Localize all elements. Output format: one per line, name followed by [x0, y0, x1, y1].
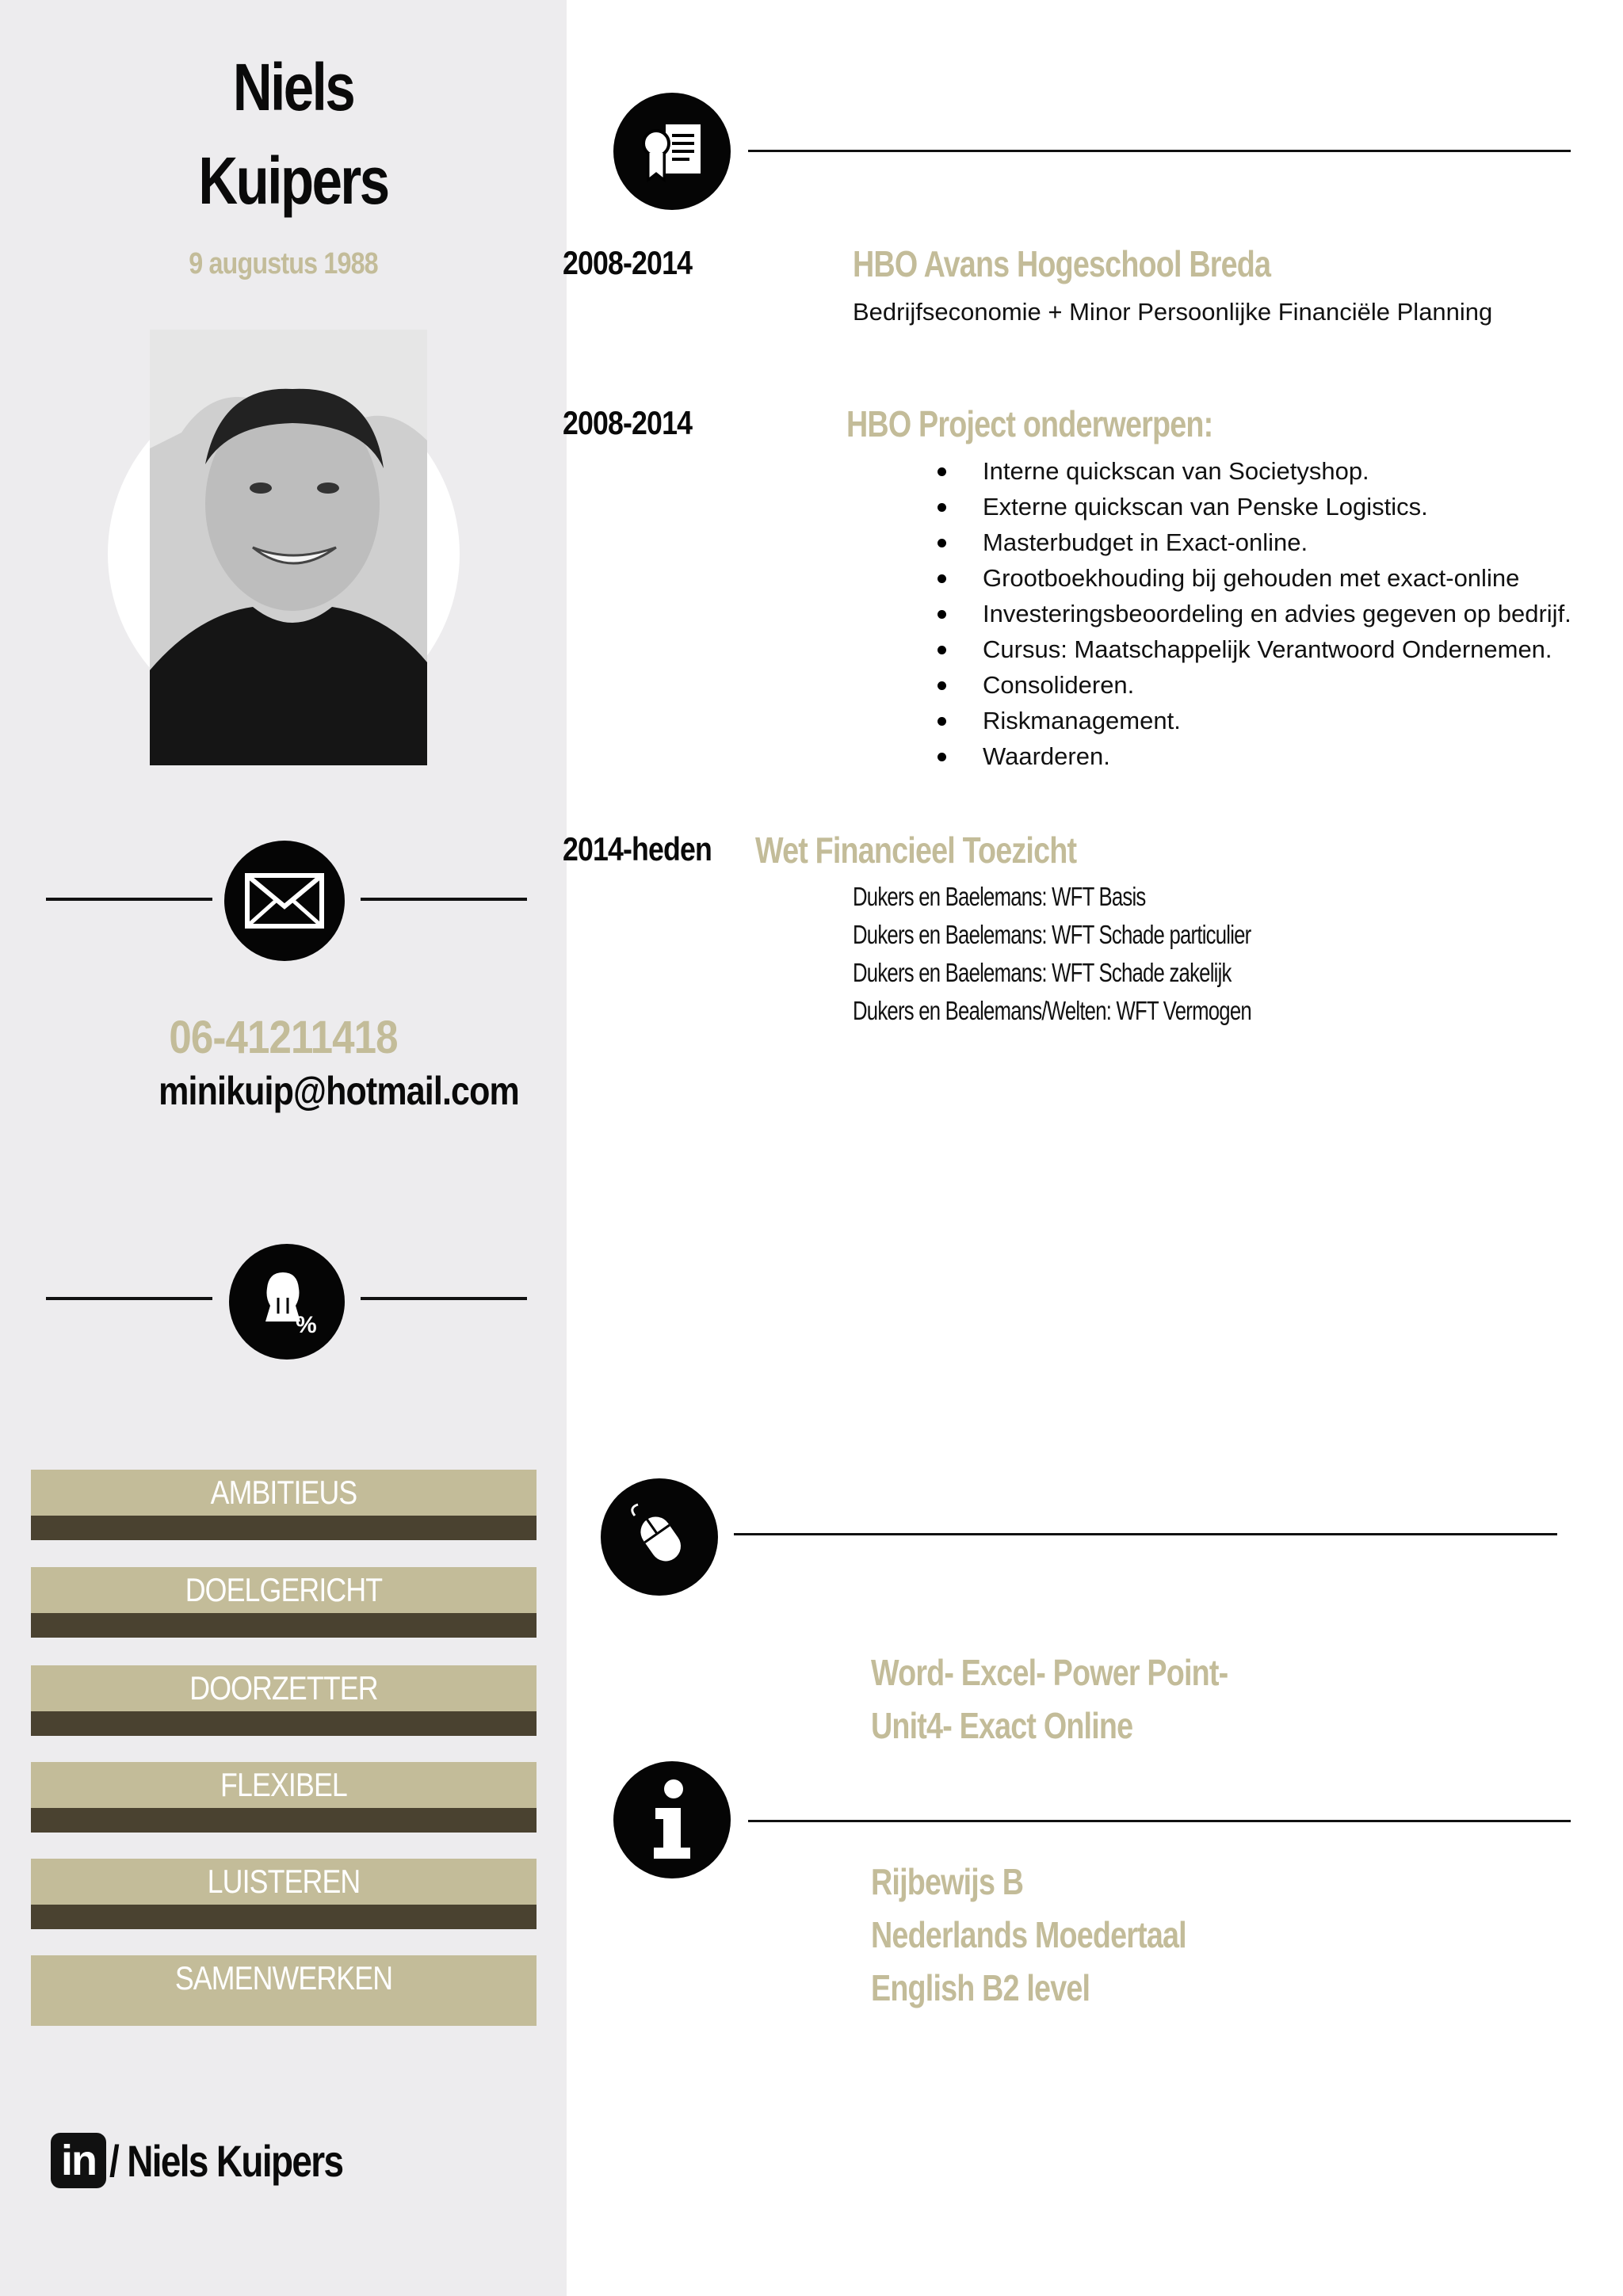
- profile-photo: [150, 330, 427, 765]
- list-item: Masterbudget in Exact-online.: [931, 524, 1571, 560]
- skill-line: Unit4- Exact Online: [871, 1705, 1133, 1746]
- other-info: [871, 1855, 1255, 2015]
- list-item: Riskmanagement.: [931, 703, 1571, 738]
- list-item: Dukers en Bealemans/Welten: WFT Vermogen: [853, 996, 1251, 1025]
- contact-divider-right: [361, 898, 527, 901]
- trait-label: FLEXIBEL: [220, 1766, 347, 1803]
- first-name: Niels: [232, 50, 354, 124]
- info-divider: [748, 1820, 1571, 1822]
- education-detail: Bedrijfseconomie + Minor Persoonlijke Financiële Planning: [853, 298, 1493, 326]
- trait-badge: [31, 1762, 537, 1833]
- email-address[interactable]: minikuip@hotmail.com: [158, 1069, 519, 1113]
- traits-divider-left: [46, 1297, 212, 1300]
- list-item: Dukers en Baelemans: WFT Basis: [853, 882, 1146, 911]
- skills-divider: [734, 1533, 1557, 1535]
- traits-divider-right: [361, 1297, 527, 1300]
- education-title: HBO Avans Hogeschool Breda: [853, 243, 1271, 284]
- trait-badge: [31, 1470, 537, 1540]
- info-line: English B2 level: [871, 1967, 1090, 2008]
- trait-bar: [31, 1613, 537, 1638]
- info-line: Nederlands Moedertaal: [871, 1914, 1186, 1955]
- birth-date: 9 augustus 1988: [189, 247, 378, 280]
- envelope-icon: [224, 841, 345, 961]
- linkedin-handle: / Niels Kuipers: [109, 2135, 343, 2186]
- svg-text:%: %: [296, 1312, 317, 1337]
- trait-label: LUISTEREN: [207, 1863, 361, 1900]
- linkedin-link[interactable]: [51, 2133, 394, 2188]
- trait-bar: [31, 1905, 537, 1929]
- trait-badge: [31, 1665, 537, 1736]
- course-list: [853, 878, 1364, 1030]
- list-item: Investeringsbeoordeling en advies gegeven op bedrijf.: [931, 596, 1571, 631]
- trait-bar: [31, 1711, 537, 1736]
- list-item: Grootboekhouding bij gehouden met exact-online: [931, 560, 1571, 596]
- info-line: Rijbewijs B: [871, 1861, 1024, 1902]
- list-item: Externe quickscan van Penske Logistics.: [931, 489, 1571, 524]
- skill-line: Word- Excel- Power Point-: [871, 1652, 1228, 1693]
- trait-badge: [31, 1567, 537, 1638]
- certificate-icon: [613, 93, 731, 210]
- trait-label: DOORZETTER: [189, 1669, 378, 1707]
- education-year: 2008-2014: [563, 244, 693, 281]
- education-divider: [748, 150, 1571, 152]
- mouse-icon: [601, 1478, 718, 1596]
- trait-label: DOELGERICHT: [185, 1571, 383, 1608]
- education-year: 2008-2014: [563, 404, 693, 441]
- trait-bar: [31, 1808, 537, 1833]
- linkedin-icon: in: [51, 2133, 106, 2188]
- education-title: Wet Financieel Toezicht: [755, 830, 1077, 871]
- list-item: Consolideren.: [931, 667, 1571, 703]
- trait-bar: [31, 1516, 537, 1540]
- list-item: Waarderen.: [931, 738, 1571, 774]
- list-item: Dukers en Baelemans: WFT Schade zakelijk: [853, 958, 1232, 987]
- contact-divider-left: [46, 898, 212, 901]
- trait-badge: [31, 1859, 537, 1929]
- education-year: 2014-heden: [563, 830, 712, 868]
- last-name: Kuipers: [198, 143, 388, 218]
- trait-label: SAMENWERKEN: [174, 1959, 393, 1997]
- education-title: HBO Project onderwerpen:: [846, 403, 1213, 444]
- trait-badge: [31, 1955, 537, 2026]
- project-list: [931, 453, 1571, 774]
- list-item: Interne quickscan van Societyshop.: [931, 453, 1571, 489]
- info-icon: [613, 1761, 731, 1878]
- trait-label: AMBITIEUS: [210, 1474, 357, 1511]
- phone-number[interactable]: 06-41211418: [169, 1012, 398, 1063]
- list-item: Dukers en Baelemans: WFT Schade particulier: [853, 920, 1251, 949]
- computer-skills: [871, 1646, 1306, 1753]
- person-percent-icon: [229, 1244, 345, 1360]
- list-item: Cursus: Maatschappelijk Verantwoord Ondernemen.: [931, 631, 1571, 667]
